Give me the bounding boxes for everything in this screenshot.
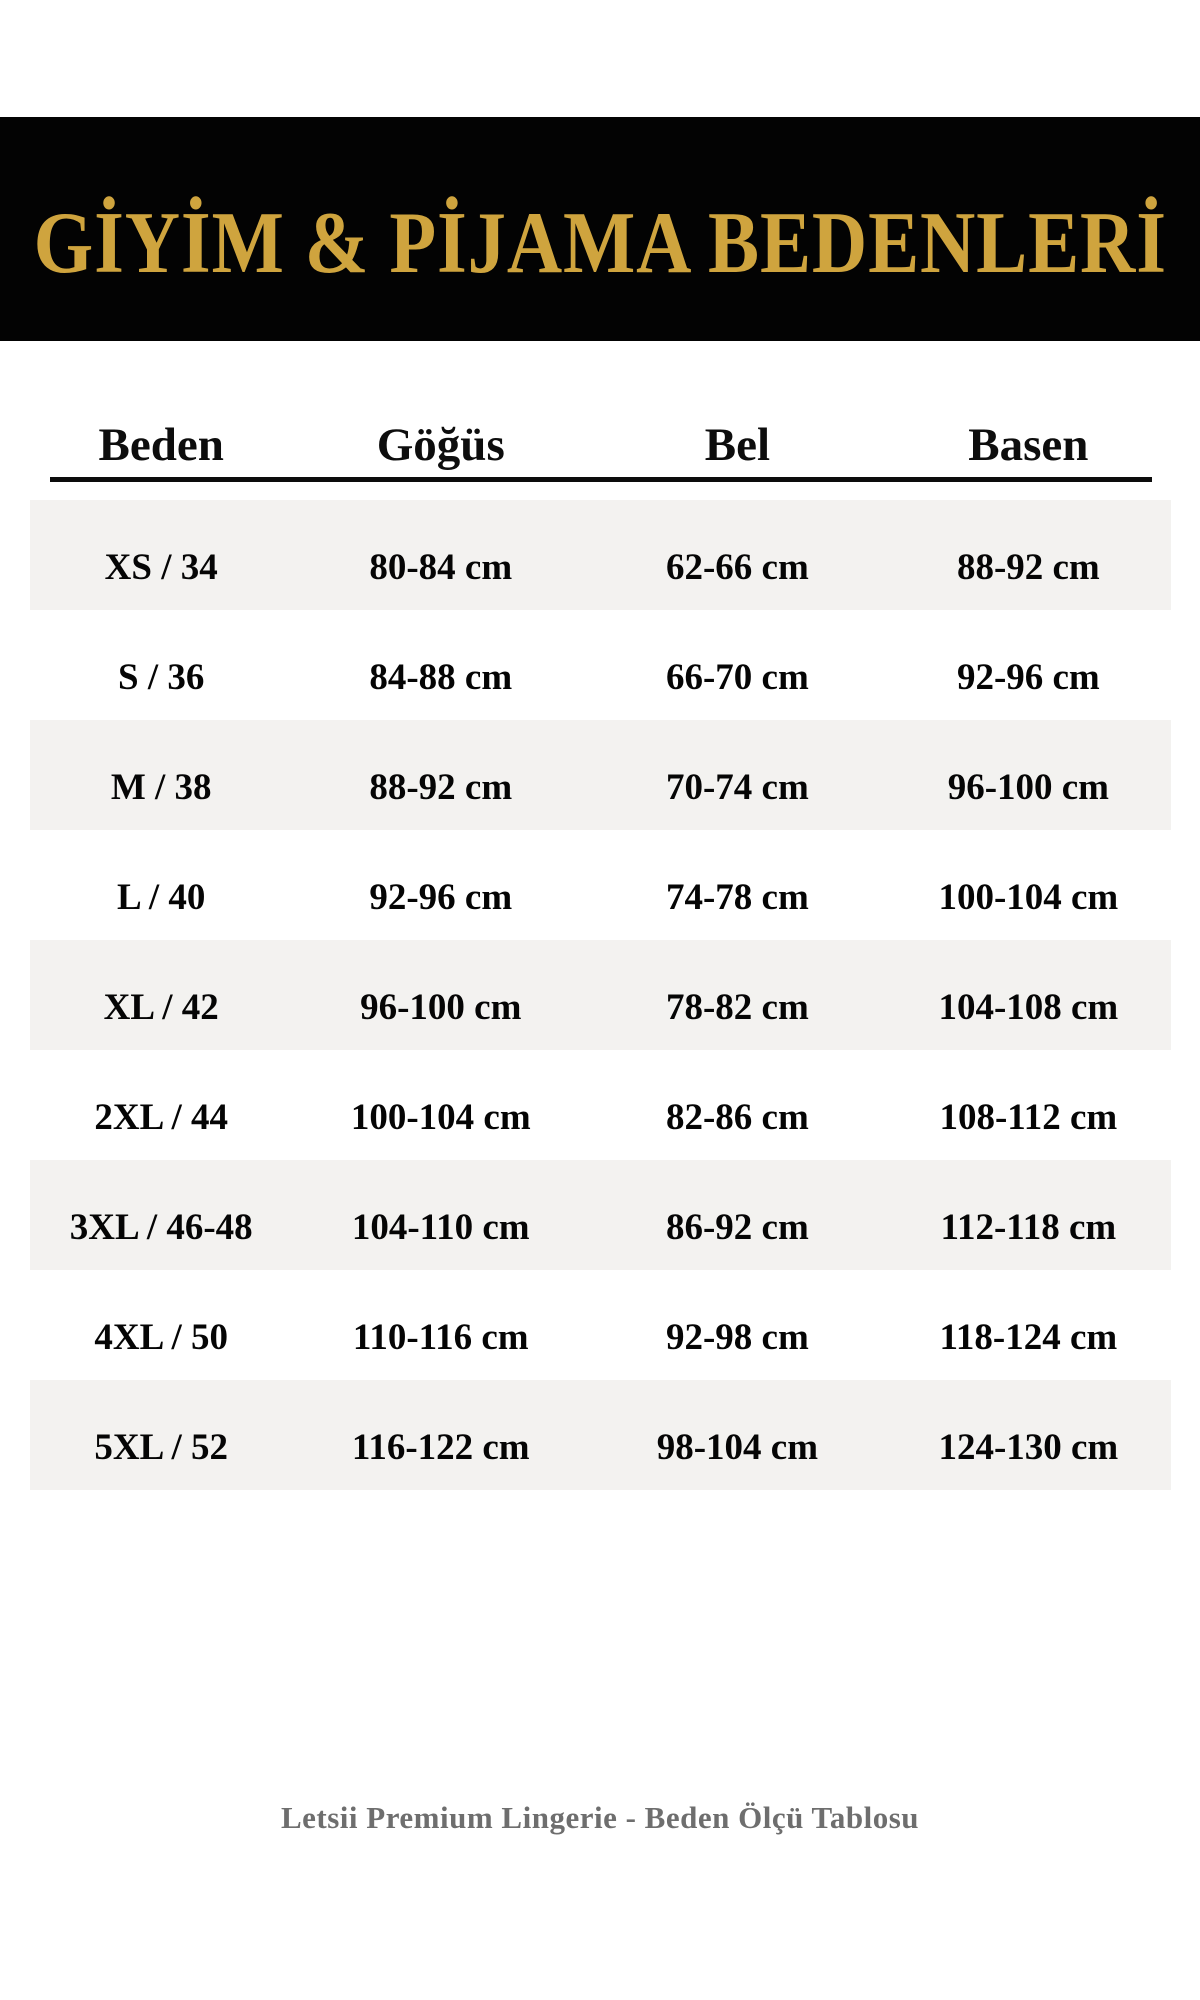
- page-title: GİYİM & PİJAMA BEDENLERİ: [33, 194, 1167, 292]
- table-row: [30, 830, 1171, 940]
- footer-note: Letsii Premium Lingerie - Beden Ölçü Tablosu: [280, 1800, 920, 1835]
- size-table-header: [30, 412, 1171, 470]
- hip-cell: 96-100 cm: [947, 766, 1110, 808]
- size-cell: S / 36: [118, 656, 205, 698]
- table-row: [30, 1270, 1171, 1380]
- waist-cell: 66-70 cm: [665, 656, 809, 698]
- size-cell: M / 38: [110, 766, 212, 808]
- waist-cell: 98-104 cm: [656, 1426, 819, 1468]
- column-header-beden: Beden: [98, 419, 224, 471]
- hip-cell: 112-118 cm: [940, 1206, 1117, 1248]
- chest-cell: 110-116 cm: [352, 1316, 529, 1358]
- size-cell: 4XL / 50: [94, 1316, 229, 1358]
- table-row: [30, 1050, 1171, 1160]
- chest-cell: 84-88 cm: [369, 656, 513, 698]
- title-banner: [0, 117, 1200, 341]
- waist-cell: 70-74 cm: [665, 766, 809, 808]
- size-table-body: [30, 500, 1171, 1490]
- size-cell: XL / 42: [103, 986, 219, 1028]
- waist-cell: 74-78 cm: [665, 876, 809, 918]
- chest-cell: 96-100 cm: [360, 986, 522, 1028]
- waist-cell: 86-92 cm: [665, 1206, 809, 1248]
- waist-cell: 92-98 cm: [665, 1316, 809, 1358]
- size-cell: L / 40: [117, 876, 206, 918]
- chest-cell: 92-96 cm: [369, 876, 513, 918]
- table-row: [30, 610, 1171, 720]
- waist-cell: 62-66 cm: [665, 546, 809, 588]
- hip-cell: 118-124 cm: [939, 1316, 1118, 1358]
- column-header-gogus: Göğüs: [376, 419, 505, 471]
- chest-cell: 116-122 cm: [351, 1426, 530, 1468]
- chest-cell: 88-92 cm: [369, 766, 513, 808]
- chest-cell: 80-84 cm: [369, 546, 513, 588]
- chest-cell: 100-104 cm: [350, 1096, 531, 1138]
- size-cell: 2XL / 44: [94, 1096, 229, 1138]
- waist-cell: 78-82 cm: [665, 986, 809, 1028]
- table-row: [30, 940, 1171, 1050]
- chest-cell: 104-110 cm: [351, 1206, 530, 1248]
- hip-cell: 104-108 cm: [938, 986, 1119, 1028]
- table-row: [30, 1380, 1171, 1490]
- table-row: [30, 500, 1171, 610]
- hip-cell: 92-96 cm: [956, 656, 1100, 698]
- hip-cell: 124-130 cm: [938, 1426, 1119, 1468]
- column-header-bel: Bel: [704, 419, 771, 471]
- hip-cell: 100-104 cm: [938, 876, 1119, 918]
- size-cell: 5XL / 52: [94, 1426, 229, 1468]
- size-cell: 3XL / 46-48: [69, 1206, 253, 1248]
- waist-cell: 82-86 cm: [665, 1096, 809, 1138]
- size-cell: XS / 34: [104, 546, 218, 588]
- header-divider: [50, 477, 1152, 482]
- table-row: [30, 720, 1171, 830]
- table-row: [30, 1160, 1171, 1270]
- hip-cell: 108-112 cm: [939, 1096, 1118, 1138]
- hip-cell: 88-92 cm: [956, 546, 1100, 588]
- column-header-basen: Basen: [968, 419, 1089, 471]
